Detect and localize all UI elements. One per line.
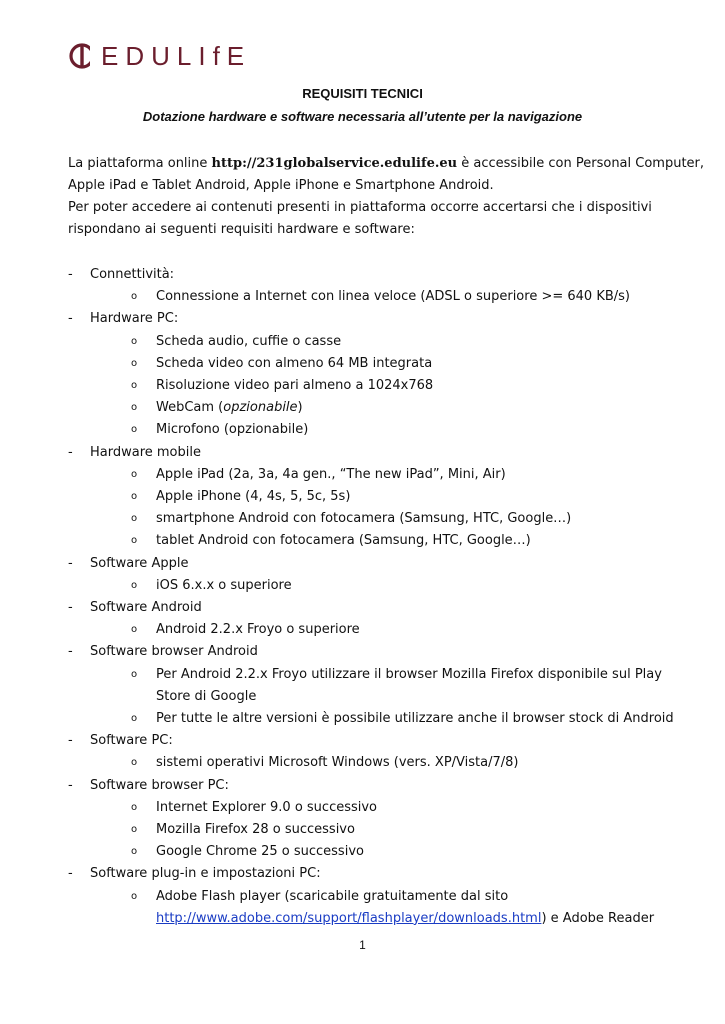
dash-marker: -: [68, 777, 73, 793]
edulife-logo: [68, 41, 251, 71]
page-title: REQUISITI TECNICI: [302, 86, 423, 101]
bullet-icon: o: [131, 757, 138, 769]
bullet-icon: o: [131, 424, 138, 436]
bullet-icon: o: [131, 890, 138, 902]
category-label: Software plug-in e impostazioni PC:: [90, 866, 321, 882]
bullet-icon: o: [131, 402, 138, 414]
dash-marker: -: [68, 444, 73, 460]
bullet-icon: o: [131, 291, 138, 303]
bullet-icon: o: [131, 491, 138, 503]
category-label: Hardware PC:: [90, 311, 179, 327]
bullet-icon: o: [131, 335, 138, 347]
bullet-icon: o: [131, 824, 138, 836]
list-item: o Scheda video con almeno 64 MB integrata: [68, 353, 688, 375]
dash-marker: -: [68, 555, 73, 571]
intro-line: rispondano ai seguenti requisiti hardware e software:: [68, 222, 415, 237]
list-item: o Apple iPhone (4, 4s, 5, 5c, 5s): [68, 486, 688, 508]
category-hardware-pc: [68, 308, 688, 330]
edulife-logo-text: EDULIfE: [101, 41, 252, 71]
intro-paragraph: [68, 153, 705, 241]
list-item: o Android 2.2.x Froyo o superiore: [68, 619, 688, 641]
edulife-logo-mark-icon: [68, 41, 96, 71]
list-item: o Internet Explorer 9.0 o successivo: [68, 797, 688, 819]
page-subtitle: Dotazione hardware e software necessaria all’utente per la navigazione: [142, 109, 583, 124]
platform-url: http://231globalservice.edulife.eu: [211, 156, 458, 171]
category-software-plugin: [68, 863, 688, 885]
category-label: Software browser PC:: [90, 777, 229, 793]
category-label: Software Apple: [90, 555, 189, 571]
list-item: o iOS 6.x.x o superiore: [68, 575, 688, 597]
list-item: o Connessione a Internet con linea veloce (ADSL o superiore >= 640 KB/s): [68, 286, 688, 308]
intro-line: La piattaforma online http://231globalservice.edulife.eu è accessibile con Personal Computer,: [68, 156, 705, 171]
list-item: o Per Android 2.2.x Froyo utilizzare il browser Mozilla Firefox disponibile sul Play: [68, 664, 688, 686]
category-label: Software PC:: [90, 733, 173, 749]
category-label: Hardware mobile: [90, 444, 201, 460]
intro-line: Apple iPad e Tablet Android, Apple iPhone e Smartphone Android.: [68, 178, 494, 193]
category-software-browser-pc: [68, 775, 688, 797]
category-software-apple: [68, 553, 688, 575]
bullet-icon: o: [131, 579, 138, 591]
dash-marker: -: [68, 644, 73, 660]
list-item: o sistemi operativi Microsoft Windows (vers. XP/Vista/7/8): [68, 752, 688, 774]
dash-marker: -: [68, 600, 73, 616]
page-number: 1: [359, 938, 366, 952]
bullet-icon: o: [131, 801, 138, 813]
category-label: Software Android: [90, 600, 202, 616]
intro-line: Per poter accedere ai contenuti presenti in piattaforma occorre accertarsi che i dispositivi: [68, 200, 652, 215]
adobe-flash-download-link[interactable]: http://www.adobe.com/support/flashplayer/downloads.html: [156, 910, 542, 926]
bullet-icon: o: [131, 713, 138, 725]
list-item: o Risoluzione video pari almeno a 1024x768: [68, 375, 688, 397]
list-item: o WebCam (opzionabile): [68, 397, 688, 419]
list-item-continuation: Store di Google: [156, 688, 257, 704]
category-software-android: [68, 597, 688, 619]
bullet-icon: o: [131, 468, 138, 480]
list-item: o Apple iPad (2a, 3a, 4a gen., “The new iPad”, Mini, Air): [68, 464, 688, 486]
list-item: o Adobe Flash player (scaricabile gratuitamente dal sito: [68, 886, 688, 908]
bullet-icon: o: [131, 535, 138, 547]
list-item: o Per tutte le altre versioni è possibile utilizzare anche il browser stock di Android: [68, 708, 688, 730]
category-software-pc: [68, 730, 688, 752]
list-item: o Google Chrome 25 o successivo: [68, 841, 688, 863]
list-item: o smartphone Android con fotocamera (Samsung, HTC, Google…): [68, 508, 688, 530]
requirements-list: [68, 264, 688, 930]
category-hardware-mobile: [68, 442, 688, 464]
dash-marker: -: [68, 866, 73, 882]
list-item-continuation: http://www.adobe.com/support/flashplayer/downloads.html) e Adobe Reader: [156, 910, 655, 926]
bullet-icon: o: [131, 357, 138, 369]
bullet-icon: o: [131, 668, 138, 680]
dash-marker: -: [68, 311, 73, 327]
category-label: Connettività:: [90, 267, 175, 282]
list-item: o Microfono (opzionabile): [68, 419, 688, 441]
list-item: o tablet Android con fotocamera (Samsung, HTC, Google…): [68, 530, 688, 552]
bullet-icon: o: [131, 624, 138, 636]
dash-marker: -: [68, 733, 73, 749]
bullet-icon: o: [131, 513, 138, 525]
bullet-icon: o: [131, 846, 138, 858]
category-connettivita: [68, 264, 688, 286]
bullet-icon: o: [131, 380, 138, 392]
category-software-browser-android: [68, 641, 688, 663]
list-item: o Scheda audio, cuffie o casse: [68, 331, 688, 353]
dash-marker: -: [68, 267, 73, 282]
category-label: Software browser Android: [90, 644, 258, 660]
list-item: o Mozilla Firefox 28 o successivo: [68, 819, 688, 841]
